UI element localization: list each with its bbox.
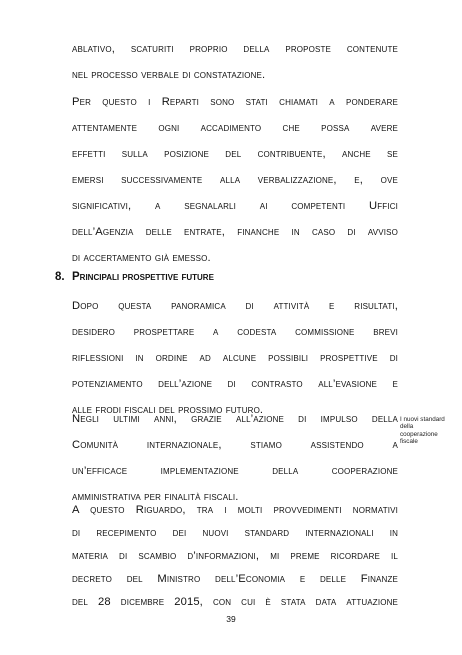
text-line: del 28 dicembre 2015, con cui è stata data attuazione bbox=[72, 596, 398, 608]
page-number: 39 bbox=[226, 614, 236, 624]
text-line: riflessioni in ordine ad alcune possibili prospettive di bbox=[72, 352, 398, 364]
text-line: attentamente ogni accadimento che possa avere bbox=[72, 122, 398, 134]
text-line: materia di scambio d’informazioni, mi preme ricordare il bbox=[72, 550, 398, 562]
text-line: di accertamento già emesso. bbox=[72, 252, 211, 264]
text-line: Comunità internazionale, stiamo assistendo a bbox=[72, 439, 398, 451]
text-line: A questo Riguardo, tra i molti provvedimenti normativi bbox=[72, 504, 398, 516]
text-line: nel processo verbale di constatazione. bbox=[72, 69, 266, 81]
margin-note-line: cooperazione bbox=[400, 430, 438, 438]
margin-note-line: I nuovi standard bbox=[400, 416, 445, 423]
text-line: emersi successivamente alla verbalizzazione, e, ove bbox=[72, 174, 398, 186]
section-number: 8. bbox=[55, 271, 65, 283]
section-title: Principali prospettive future bbox=[72, 271, 214, 283]
section-heading bbox=[55, 271, 214, 283]
text-line: Per questo i Reparti sono stati chiamati a ponderare bbox=[72, 96, 398, 108]
text-line: Negli ultimi anni, grazie all’azione di impulso della bbox=[72, 413, 398, 425]
margin-note-line: fiscale bbox=[400, 438, 418, 446]
text-line: desidero prospettare a codesta commissione brevi bbox=[72, 326, 398, 338]
text-line: di recepimento dei nuovi standard internazionali in bbox=[72, 527, 398, 539]
text-line: alle frodi fiscali del prossimo futuro. bbox=[72, 404, 264, 416]
margin-note bbox=[400, 416, 460, 446]
text-line: decreto del Ministro dell’Economia e delle Finanze bbox=[72, 573, 398, 585]
text-line: amministrativa per finalità fiscali. bbox=[72, 491, 239, 503]
margin-note-line: della bbox=[400, 423, 414, 431]
text-line: significativi, a segnalarli ai competenti Uffici bbox=[72, 200, 398, 212]
text-line: ablativo, scaturiti proprio della proposte contenute bbox=[72, 43, 398, 55]
text-line: Dopo questa panoramica di attività e risultati, bbox=[72, 300, 398, 312]
text-line: un’efficace implementazione della cooperazione bbox=[72, 465, 398, 477]
text-line: dell’Agenzia delle entrate, finanche in caso di avviso bbox=[72, 226, 398, 238]
text-line: potenziamento dell’azione di contrasto all’evasione e bbox=[72, 378, 398, 390]
text-line: effetti sulla posizione del contribuente, anche se bbox=[72, 148, 398, 160]
